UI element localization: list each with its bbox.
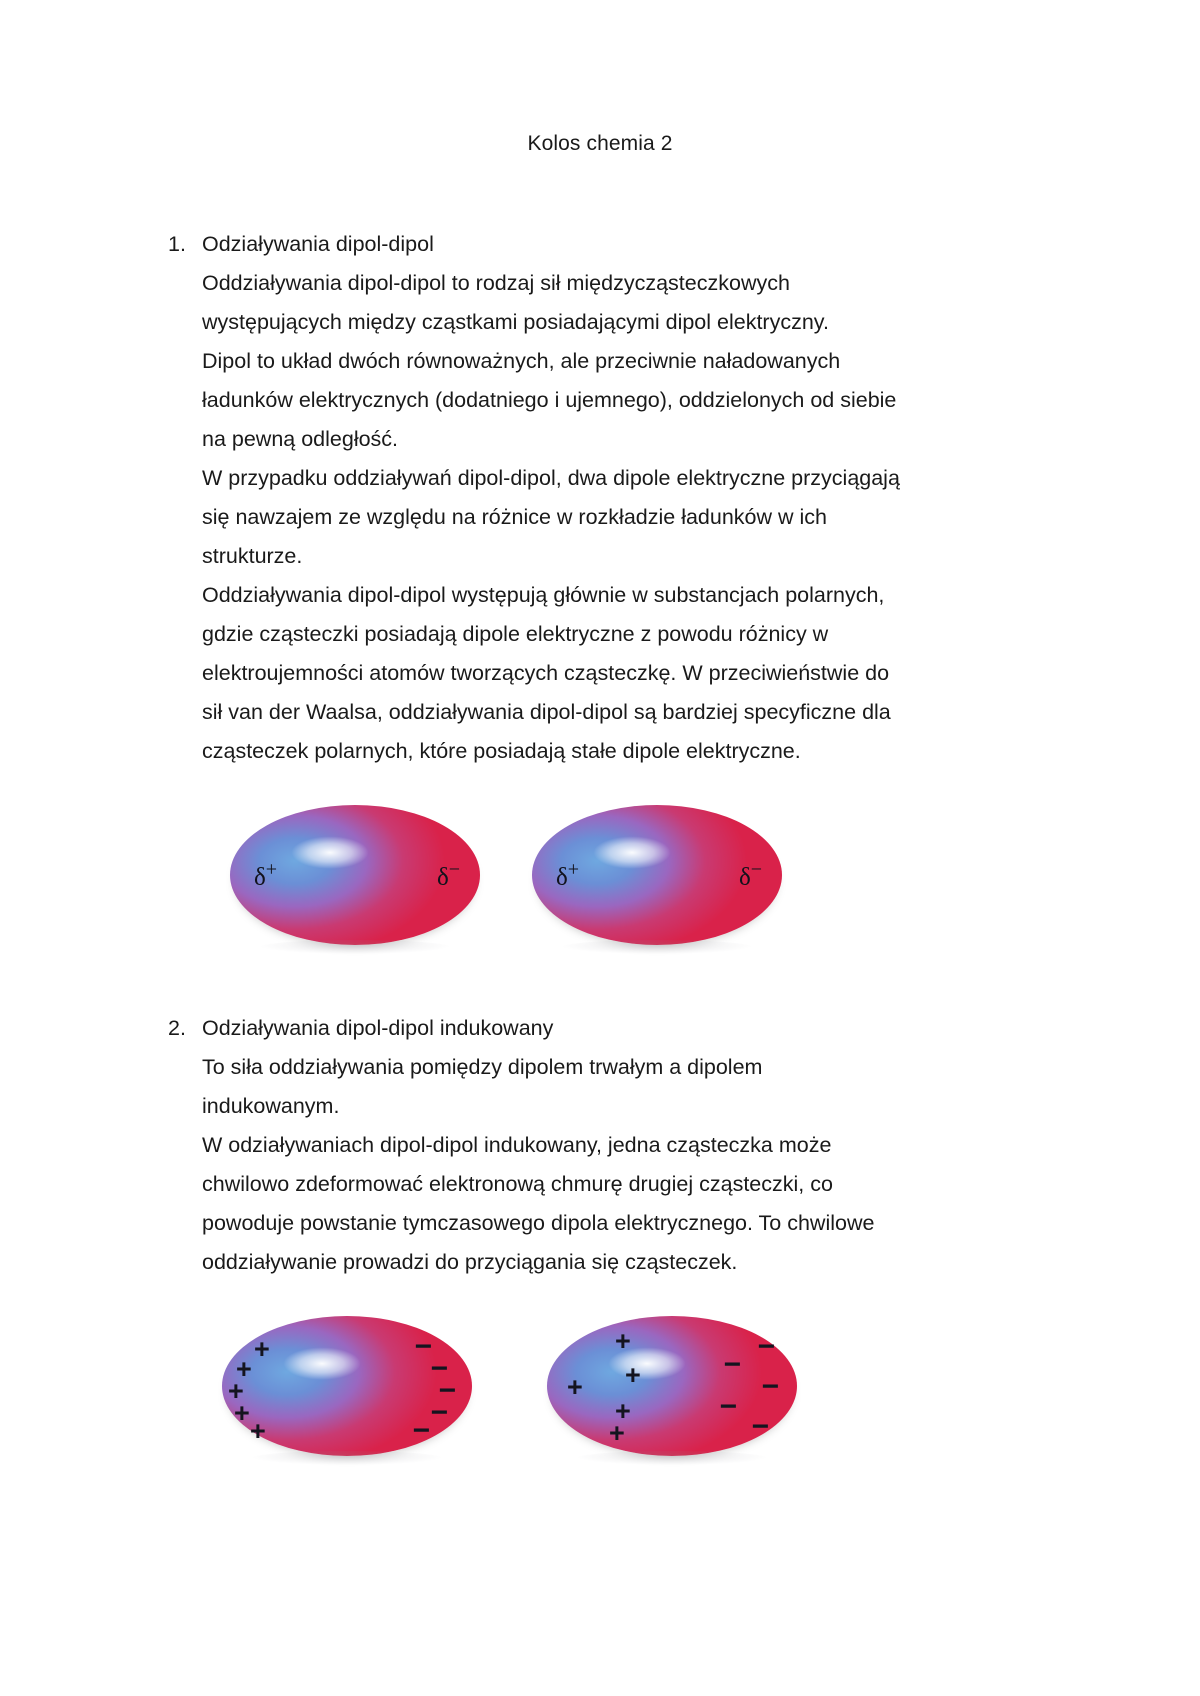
list-item [168, 225, 1038, 771]
minus-sign: − [414, 1330, 432, 1363]
charge-label-delta-plus [556, 858, 580, 891]
plus-sign: + [250, 1416, 266, 1446]
text-line: W przypadku oddziaływań dipol-dipol, dwa dipole elektryczne przyciągają [202, 466, 900, 490]
plus-sign: + [567, 858, 580, 881]
list-item-number: 1. [168, 232, 186, 256]
text-line: gdzie cząsteczki posiadają dipole elektryczne z powodu różnicy w [202, 622, 829, 646]
minus-sign: − [448, 858, 460, 881]
delta-symbol: δ [436, 864, 449, 891]
text-line: indukowanym. [202, 1094, 340, 1118]
figure-dipole-dipol [202, 793, 1038, 963]
plus-sign: + [236, 1354, 252, 1384]
minus-sign: − [757, 1330, 775, 1363]
paragraph [202, 459, 1038, 576]
list-item-body [202, 225, 1038, 771]
page-title: Kolos chemia 2 [527, 132, 673, 155]
paragraph [202, 264, 1038, 342]
text-line: Oddziaływania dipol-dipol występują głównie w substancjach polarnych, [202, 583, 885, 607]
list-item-number: 2. [168, 1016, 186, 1040]
plus-sign: + [234, 1398, 250, 1428]
charge-label-delta-minus [738, 858, 762, 891]
minus-sign: − [430, 1352, 448, 1385]
plus-sign: + [615, 1326, 631, 1356]
plus-sign: + [265, 858, 278, 881]
molecule-dipole [230, 805, 480, 945]
text-line: występujących między cząstkami posiadającymi dipol elektryczny. [202, 310, 829, 334]
list-item [168, 1009, 1038, 1282]
plus-sign: + [615, 1396, 631, 1426]
minus-sign: − [723, 1348, 741, 1381]
delta-symbol: δ [738, 864, 751, 891]
minus-sign: − [751, 1410, 769, 1443]
charge-label-delta-plus [254, 858, 278, 891]
text-line: To siła oddziaływania pomiędzy dipolem trwałym a dipolem [202, 1055, 763, 1079]
text-line: W odziaływaniach dipol-dipol indukowany, jedna cząsteczka może [202, 1133, 832, 1157]
plus-sign: + [625, 1360, 641, 1390]
text-line: chwilowo zdeformować elektronową chmurę drugiej cząsteczki, co [202, 1172, 833, 1196]
spacer [168, 1282, 1038, 1304]
plus-sign: + [609, 1418, 625, 1448]
text-line: Dipol to układ dwóch równoważnych, ale przeciwnie naładowanych [202, 349, 841, 373]
paragraph [202, 342, 1038, 459]
text-line: cząsteczek polarnych, które posiadają stałe dipole elektryczne. [202, 739, 801, 763]
paragraph [202, 576, 1038, 771]
molecule-induced-dipole [222, 1316, 472, 1456]
minus-sign: − [761, 1370, 779, 1403]
document-content [168, 225, 1038, 1474]
minus-sign: − [750, 858, 762, 881]
figure-dipole-dipol-indukowany [202, 1304, 1038, 1474]
list-item-body [202, 1009, 1038, 1282]
paragraph [202, 1126, 1038, 1282]
spacer [168, 771, 1038, 793]
charge-label-delta-minus [436, 858, 460, 891]
plus-sign: + [228, 1376, 244, 1406]
text-line: ładunków elektrycznych (dodatniego i ujemnego), oddzielonych od siebie [202, 388, 897, 412]
molecule-induced-dipole [547, 1316, 797, 1456]
section-heading: Odziaływania dipol-dipol indukowany [202, 1016, 554, 1040]
text-line: elektroujemności atomów tworzących cząsteczkę. W przeciwieństwie do [202, 661, 890, 685]
text-line: sił van der Waalsa, oddziaływania dipol-dipol są bardziej specyficzne dla [202, 700, 891, 724]
plus-sign: + [254, 1334, 270, 1364]
text-line: powoduje powstanie tymczasowego dipola elektrycznego. To chwilowe [202, 1211, 875, 1235]
minus-sign: − [719, 1390, 737, 1423]
text-line: strukturze. [202, 544, 303, 568]
paragraph [202, 1048, 1038, 1126]
minus-sign: − [412, 1414, 430, 1447]
delta-symbol: δ [556, 864, 568, 891]
molecule-dipole [532, 805, 782, 945]
text-line: na pewną odległość. [202, 427, 399, 451]
plus-sign: + [567, 1372, 583, 1402]
text-line: się nawzajem ze względu na różnice w rozkładzie ładunków w ich [202, 505, 827, 529]
text-line: oddziaływanie prowadzi do przyciągania się cząsteczek. [202, 1250, 738, 1274]
text-line: Oddziaływania dipol-dipol to rodzaj sił międzycząsteczkowych [202, 271, 790, 295]
minus-sign: − [438, 1374, 456, 1407]
minus-sign: − [430, 1396, 448, 1429]
delta-symbol: δ [254, 864, 266, 891]
section-heading: Odziaływania dipol-dipol [202, 232, 434, 256]
spacer [168, 963, 1038, 1009]
